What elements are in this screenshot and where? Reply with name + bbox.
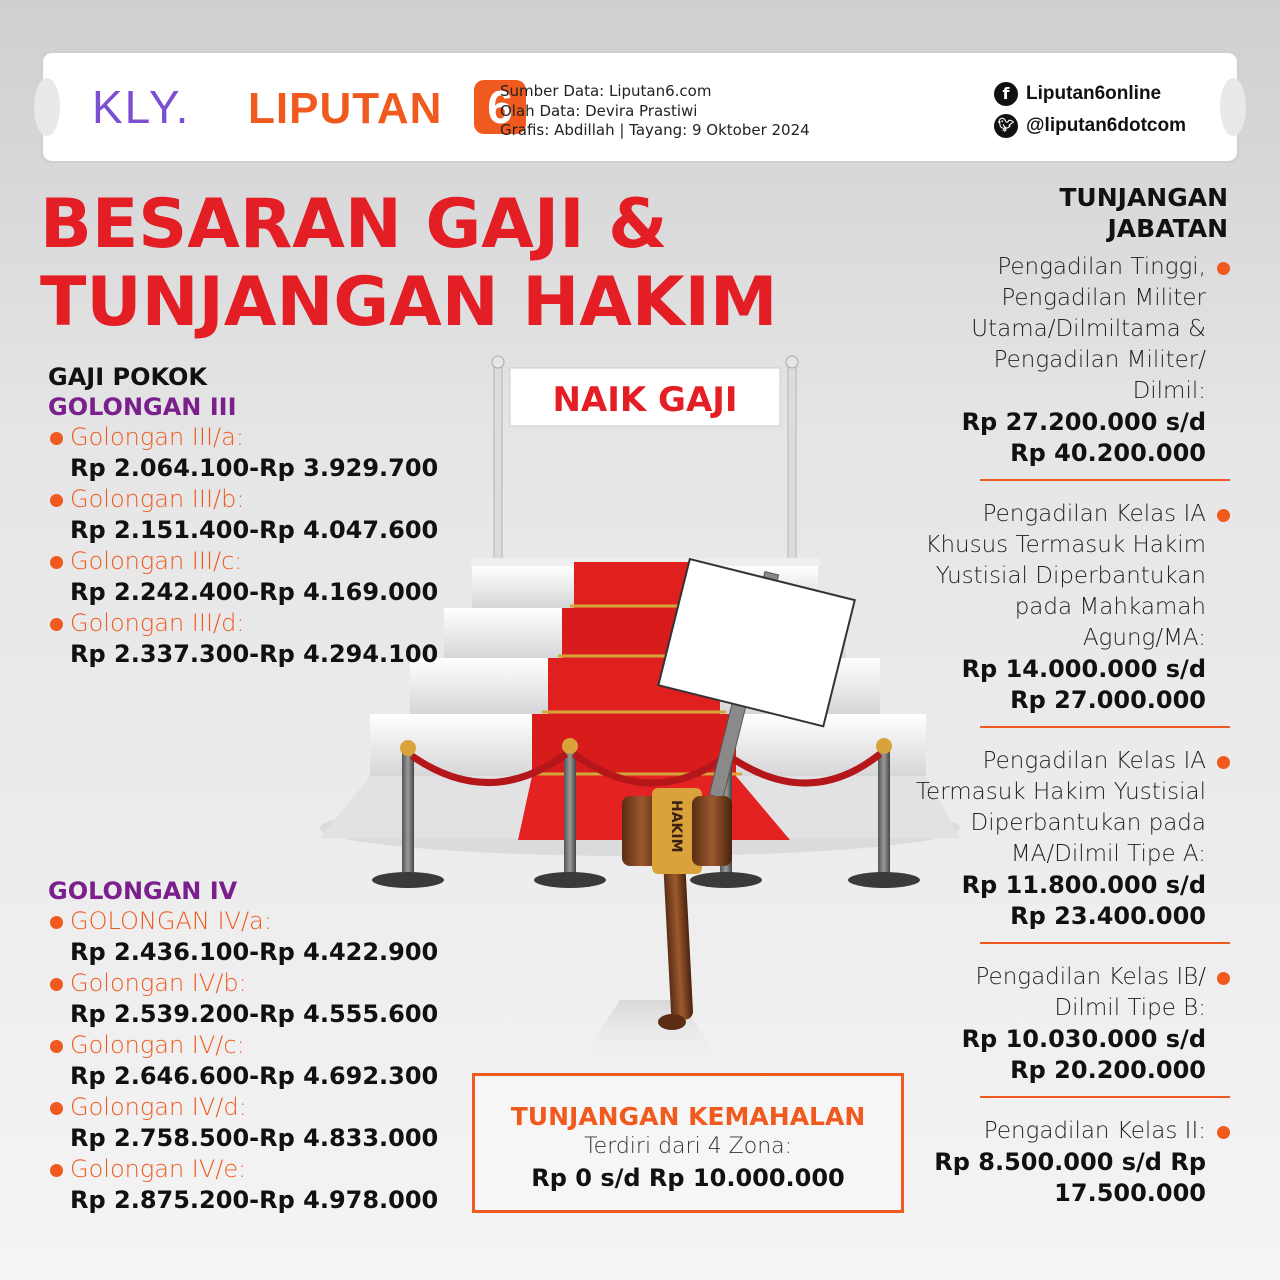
bullet-dot [50, 494, 63, 507]
credit-source: Sumber Data: Liputan6.com [500, 82, 712, 100]
banner-pole-left-cap [492, 356, 504, 368]
jabatan-desc: Pengadilan Kelas IA [982, 748, 1206, 774]
kemahalan-title: TUNJANGAN KEMAHALAN [510, 1102, 866, 1131]
list-item [890, 746, 1230, 932]
list-item [48, 422, 468, 484]
golongan-value: Rp 2.151.400-Rp 4.047.600 [70, 516, 439, 544]
credits-block [500, 82, 810, 141]
facebook-icon: f [994, 82, 1018, 106]
facebook-link[interactable] [994, 78, 1186, 110]
golongan-value: Rp 2.436.100-Rp 4.422.900 [70, 938, 439, 966]
banner-pole-right [788, 362, 796, 562]
bullet-dot [50, 1040, 63, 1053]
tunjangan-kemahalan-box [472, 1073, 904, 1213]
banner-pole-right-cap [786, 356, 798, 368]
bullet-dot [50, 618, 63, 631]
title-line-1: BESARAN GAJI & [40, 185, 668, 264]
kemahalan-subtitle: Terdiri dari 4 Zona: [583, 1134, 793, 1159]
bullet-dot [50, 432, 63, 445]
bullet-dot [1217, 262, 1230, 275]
gavel-head-right [692, 796, 732, 866]
bullet-dot [1217, 756, 1230, 769]
liputan-six-badge: 6 [474, 80, 526, 134]
jabatan-desc: Pengadilan Tinggi, [997, 254, 1206, 280]
jabatan-desc: Termasuk Hakim Yustisial [915, 779, 1206, 805]
jabatan-desc: Dilmil: [1132, 378, 1206, 404]
golongan-value: Rp 2.539.200-Rp 4.555.600 [70, 1000, 439, 1028]
golongan-value: Rp 2.064.100-Rp 3.929.700 [70, 454, 439, 482]
twitter-link[interactable] [994, 110, 1186, 142]
jabatan-value: Rp 40.200.000 [1010, 439, 1206, 467]
golongan-value: Rp 2.646.600-Rp 4.692.300 [70, 1062, 439, 1090]
divider [980, 479, 1230, 481]
banner-text: NAIK GAJI [552, 380, 738, 420]
golongan-value: Rp 2.875.200-Rp 4.978.000 [70, 1186, 439, 1214]
spacer [48, 670, 468, 876]
bullet-dot [1217, 972, 1230, 985]
list-item [48, 1030, 468, 1092]
jabatan-desc: Khusus Termasuk Hakim [925, 532, 1206, 558]
page-title [40, 186, 778, 342]
golongan-iv-list [48, 906, 468, 1216]
jabatan-value: Rp 14.000.000 s/d [961, 655, 1206, 683]
gavel-shadow [580, 1000, 720, 1060]
golongan-name: GOLONGAN IV/a: [70, 907, 272, 935]
golongan-value: Rp 2.242.400-Rp 4.169.000 [70, 578, 439, 606]
tunjangan-jabatan-section [890, 182, 1230, 1209]
gavel-illustration [622, 788, 732, 1030]
tunjangan-jabatan-heading-2: JABATAN [1107, 214, 1228, 243]
list-item [48, 546, 468, 608]
golongan-name: Golongan III/a: [70, 423, 244, 451]
carpet-1 [574, 562, 694, 608]
list-item [890, 1116, 1230, 1209]
credit-data: Olah Data: Devira Prastiwi [500, 101, 698, 120]
jabatan-desc: Pengadilan Kelas IB/ [975, 964, 1206, 990]
kly-logo-text: KLY. [92, 81, 191, 133]
list-item [890, 252, 1230, 469]
jabatan-desc: pada Mahkamah [1014, 594, 1206, 620]
golongan-name: Golongan IV/e: [70, 1155, 247, 1183]
golongan-iv-heading: GOLONGAN IV [48, 877, 238, 905]
jabatan-value: Rp 8.500.000 s/d Rp [934, 1148, 1206, 1176]
jabatan-value: Rp 10.030.000 s/d [961, 1025, 1206, 1053]
jabatan-desc: Pengadilan Kelas II: [983, 1118, 1206, 1144]
jabatan-desc: Yustisial Diperbantukan [935, 563, 1206, 589]
golongan-name: Golongan III/b: [70, 485, 245, 513]
banner-pole-left [494, 362, 502, 562]
list-item [48, 1154, 468, 1216]
bullet-dot [50, 1102, 63, 1115]
list-item [48, 906, 468, 968]
liputan-logo-text: LIPUTAN [248, 84, 443, 133]
golongan-iii-list [48, 422, 468, 670]
twitter-icon: 🐦︎ [994, 114, 1018, 138]
bullet-dot [50, 916, 63, 929]
twitter-handle: @liputan6dotcom [1026, 115, 1186, 136]
bullet-dot [1217, 1126, 1230, 1139]
list-item [48, 608, 468, 670]
golongan-name: Golongan IV/b: [70, 969, 247, 997]
jabatan-desc: MA/Dilmil Tipe A: [1010, 841, 1206, 867]
jabatan-value: Rp 27.200.000 s/d [961, 408, 1206, 436]
golongan-name: Golongan IV/d: [70, 1093, 247, 1121]
golongan-name: Golongan III/c: [70, 547, 243, 575]
gavel-label: HAKIM [668, 800, 684, 853]
social-links [994, 78, 1186, 142]
bullet-dot [50, 978, 63, 991]
tunjangan-jabatan-heading-1: TUNJANGAN [1059, 183, 1228, 212]
jabatan-value: Rp 11.800.000 s/d [961, 871, 1206, 899]
jabatan-desc: Pengadilan Militer/ [993, 347, 1206, 373]
jabatan-value: Rp 27.000.000 [1010, 686, 1206, 714]
jabatan-value: Rp 20.200.000 [1010, 1056, 1206, 1084]
header-bar [48, 58, 1232, 156]
jabatan-desc: Pengadilan Militer [1001, 285, 1206, 311]
list-item [48, 1092, 468, 1154]
divider [980, 726, 1230, 728]
jabatan-desc: Pengadilan Kelas IA [982, 501, 1206, 527]
gaji-pokok-heading: GAJI POKOK [48, 363, 207, 391]
divider [980, 1096, 1230, 1098]
jabatan-value: Rp 23.400.000 [1010, 902, 1206, 930]
bullet-dot [50, 1164, 63, 1177]
facebook-handle: Liputan6online [1026, 83, 1162, 104]
title-line-2: TUNJANGAN HAKIM [40, 263, 778, 342]
jabatan-desc: Dilmil Tipe B: [1054, 995, 1206, 1021]
golongan-name: Golongan III/d: [70, 609, 245, 637]
credit-graphic: Grafis: Abdillah | Tayang: 9 Oktober 2024 [500, 121, 810, 139]
golongan-name: Golongan IV/c: [70, 1031, 245, 1059]
golongan-value: Rp 2.758.500-Rp 4.833.000 [70, 1124, 439, 1152]
list-item [48, 484, 468, 546]
gaji-pokok-section [48, 362, 468, 1216]
bullet-dot [1217, 509, 1230, 522]
jabatan-desc: Agung/MA: [1082, 625, 1206, 651]
jabatan-value: 17.500.000 [1054, 1179, 1206, 1207]
bullet-dot [50, 556, 63, 569]
kemahalan-value: Rp 0 s/d Rp 10.000.000 [531, 1164, 845, 1192]
list-item [890, 499, 1230, 716]
divider [980, 942, 1230, 944]
list-item [48, 968, 468, 1030]
jabatan-desc: Utama/Dilmiltama & [971, 316, 1206, 342]
kly-logo [92, 82, 190, 132]
golongan-value: Rp 2.337.300-Rp 4.294.100 [70, 640, 439, 668]
jabatan-desc: Diperbantukan pada [970, 810, 1206, 836]
list-item [890, 962, 1230, 1086]
golongan-iii-heading: GOLONGAN III [48, 393, 237, 421]
